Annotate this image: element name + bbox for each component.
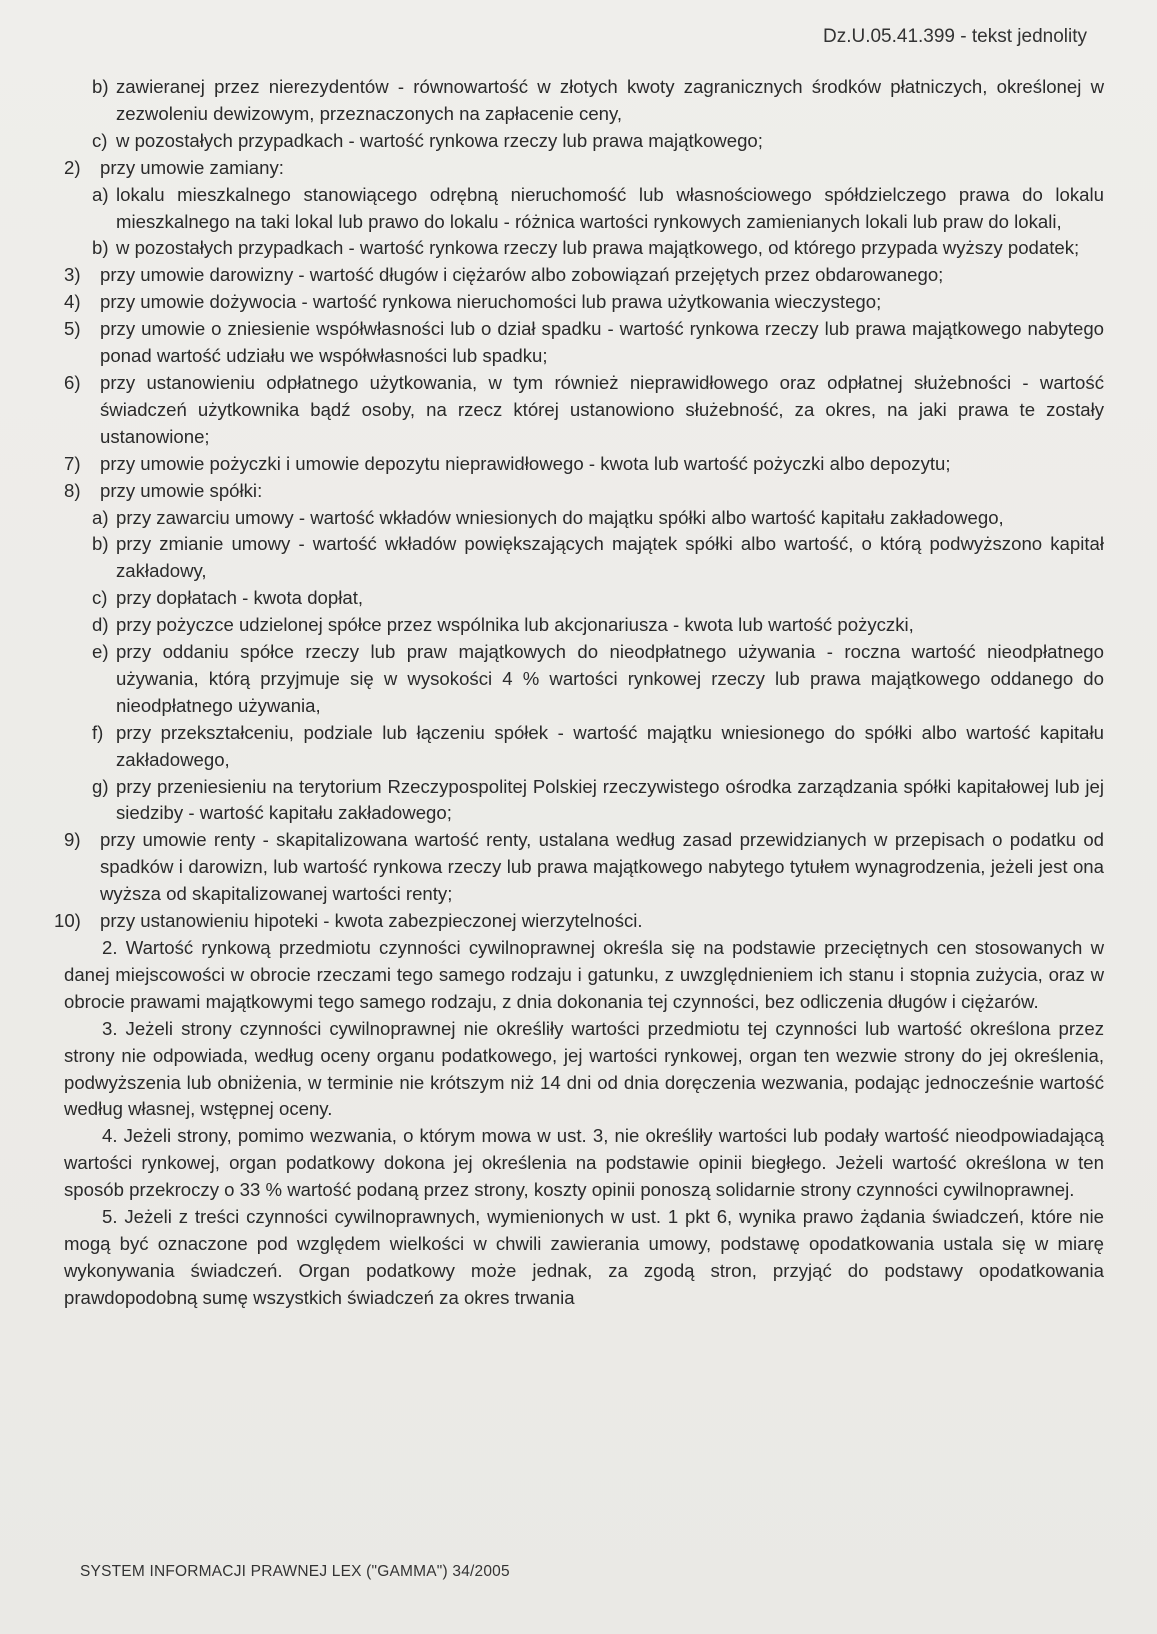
item-text: przy dopłatach - kwota dopłat,: [116, 587, 364, 609]
item-marker: d): [92, 614, 109, 636]
item-marker: c): [92, 587, 108, 609]
item-marker: a): [92, 506, 109, 528]
list-item-5: [64, 316, 1104, 370]
item-text: przy ustanowieniu odpłatnego użytkowania, w tym również nieprawidłowego oraz odpłatnej służebności - wartość świadczeń użytkownika bądź osoby, na rzecz której ustanowiono służebność, za okres, na jaki prawa te zostały ustanowione;: [100, 371, 1104, 447]
list-item-8e: [64, 639, 1104, 720]
page-header-citation: Dz.U.05.41.399 - tekst jednolity: [822, 26, 1087, 47]
item-text: przy umowie dożywocia - wartość rynkowa nieruchomości lub prawa użytkowania wieczystego;: [100, 291, 882, 313]
list-item-10: [54, 908, 1104, 935]
list-item-8b: [64, 531, 1104, 585]
list-item-b: [64, 74, 1104, 128]
item-marker: b): [92, 237, 109, 259]
item-marker: g): [92, 775, 109, 797]
paragraph-5: 5. Jeżeli z treści czynności cywilnoprawnych, wymienionych w ust. 1 pkt 6, wynika prawo żądania świadczeń, które nie mogą być oznaczone pod względem wielkości w chwili zawierania umowy, podstawę opodatkowania ustala się w miarę wykonywania świadczeń. Organ podatkowy może jednak, za zgodą stron, przyjąć do podstawy opodatkowania prawdopodobną sumę wszystkich świadczeń za okres trwania: [64, 1206, 1104, 1308]
item-marker: 6): [64, 371, 81, 393]
paragraph-4: 4. Jeżeli strony, pomimo wezwania, o którym mowa w ust. 3, nie określiły wartości lub podały wartość nieodpowiadającą wartości rynkowej, organ podatkowy dokona jej określenia na podstawie opinii biegłego. Jeżeli wartość określona w ten sposób przekroczy o 33 % wartość podaną przez strony, koszty opinii ponoszą solidarnie strony czynności cywilnoprawnej.: [64, 1125, 1104, 1201]
list-item-8a: [64, 505, 1104, 532]
item-text: przy przekształceniu, podziale lub łączeniu spółek - wartość majątku wniesionego do spółki albo wartość kapitału zakładowego,: [116, 721, 1104, 770]
item-text: przy umowie o zniesienie współwłasności lub o dział spadku - wartość rynkowa rzeczy lub prawa majątkowego nabytego ponad wartość udziału we współwłasności lub spadku;: [100, 318, 1104, 367]
item-marker: 4): [64, 291, 81, 313]
item-marker: 2): [64, 156, 81, 178]
list-item-8f: [64, 720, 1104, 774]
item-marker: 8): [64, 479, 81, 501]
item-text: przy ustanowieniu hipoteki - kwota zabezpieczonej wierzytelności.: [100, 910, 643, 932]
item-text: przy pożyczce udzielonej spółce przez wspólnika lub akcjonariusza - kwota lub wartość pożyczki,: [116, 614, 914, 636]
item-marker: 7): [64, 452, 81, 474]
item-text: lokalu mieszkalnego stanowiącego odrębną nieruchomość lub własnościowego spółdzielczego prawa do lokalu mieszkalnego na taki lokal lub prawo do lokalu - różnica wartości rynkowych zamienianych lokali lub praw do lokali,: [116, 183, 1104, 232]
list-item-9: [64, 827, 1104, 908]
item-text: przy umowie spółki:: [100, 479, 263, 501]
list-item-6: [64, 370, 1104, 451]
item-marker: e): [92, 641, 109, 663]
list-item-4: [64, 289, 1104, 316]
list-item-2: [64, 155, 1104, 182]
item-marker: 3): [64, 264, 81, 286]
item-text: przy zmianie umowy - wartość wkładów powiększających majątek spółki albo wartość, o którą podwyższono kapitał zakładowy,: [116, 533, 1104, 582]
list-item-8d: [64, 612, 1104, 639]
item-text: zawieranej przez nierezydentów - równowartość w złotych kwoty zagranicznych środków płatniczych, określonej w zezwoleniu dewizowym, przeznaczonych na zapłacenie ceny,: [116, 76, 1104, 124]
list-item-8g: [64, 774, 1104, 828]
page-footer: SYSTEM INFORMACJI PRAWNEJ LEX ("GAMMA") 34/2005: [80, 1563, 510, 1580]
item-marker: a): [92, 183, 109, 205]
list-item-8: [64, 478, 1104, 505]
item-text: przy umowie zamiany:: [100, 156, 284, 178]
item-text: w pozostałych przypadkach - wartość rynkowa rzeczy lub prawa majątkowego;: [116, 129, 763, 151]
paragraph-2: 2. Wartość rynkową przedmiotu czynności cywilnoprawnej określa się na podstawie przeciętnych cen stosowanych w danej miejscowości w obrocie rzeczami tego samego rodzaju i gatunku, z uwzględnieniem ich stanu i stopnia zużycia, oraz w obrocie prawami majątkowymi tego samego rodzaju, z dnia dokonania tej czynności, bez odliczenia długów i ciężarów.: [64, 937, 1104, 1012]
item-text: przy umowie renty - skapitalizowana wartość renty, ustalana według zasad przewidzianych w przepisach o podatku od spadków i darowizn, lub wartość rynkowa rzeczy lub prawa majątkowego nabytego tytułem wynagrodzenia, jeżeli jest ona wyższa od skapitalizowanej wartości renty;: [100, 829, 1104, 905]
item-text: przy oddaniu spółce rzeczy lub praw majątkowych do nieodpłatnego używania - roczna wartość nieodpłatnego używania, którą przyjmuje się w wysokości 4 % wartości rynkowej rzeczy lub prawa majątkowego oddanego do nieodpłatnego używania,: [116, 641, 1104, 716]
item-text: przy przeniesieniu na terytorium Rzeczypospolitej Polskiej rzeczywistego ośrodka zarządzania spółki kapitałowej lub jej siedziby - wartość kapitału zakładowego;: [116, 775, 1104, 824]
item-text: w pozostałych przypadkach - wartość rynkowa rzeczy lub prawa majątkowego, od którego przypada wyższy podatek;: [116, 237, 1080, 259]
list-item-2a: [64, 182, 1104, 236]
item-marker: 9): [64, 829, 81, 851]
document-body: [54, 74, 1104, 1312]
item-marker: 10): [54, 910, 81, 932]
item-marker: 5): [64, 318, 81, 340]
list-item-3: [64, 262, 1104, 289]
item-text: przy umowie pożyczki i umowie depozytu nieprawidłowego - kwota lub wartość pożyczki albo depozytu;: [100, 452, 951, 474]
paragraph-3: 3. Jeżeli strony czynności cywilnoprawnej nie określiły wartości przedmiotu tej czynności lub wartość określona przez strony nie odpowiada, według oceny organu podatkowego, jej wartości rynkowej, organ ten wezwie strony do jej określenia, podwyższenia lub obniżenia, w terminie nie krótszym niż 14 dni od dnia doręczenia wezwania, podając jednocześnie wartość według własnej, wstępnej oceny.: [64, 1017, 1104, 1120]
item-marker: c): [92, 129, 108, 151]
item-marker: b): [92, 76, 109, 97]
item-text: przy umowie darowizny - wartość długów i ciężarów albo zobowiązań przejętych przez obdarowanego;: [100, 264, 944, 286]
item-text: przy zawarciu umowy - wartość wkładów wniesionych do majątku spółki albo wartość kapitału zakładowego,: [116, 506, 1004, 528]
list-item-2b: [64, 235, 1104, 262]
item-marker: f): [92, 721, 104, 743]
list-item-8c: [64, 585, 1104, 612]
item-marker: b): [92, 533, 109, 555]
list-item-7: [64, 451, 1104, 478]
list-item-c: [64, 128, 1104, 155]
